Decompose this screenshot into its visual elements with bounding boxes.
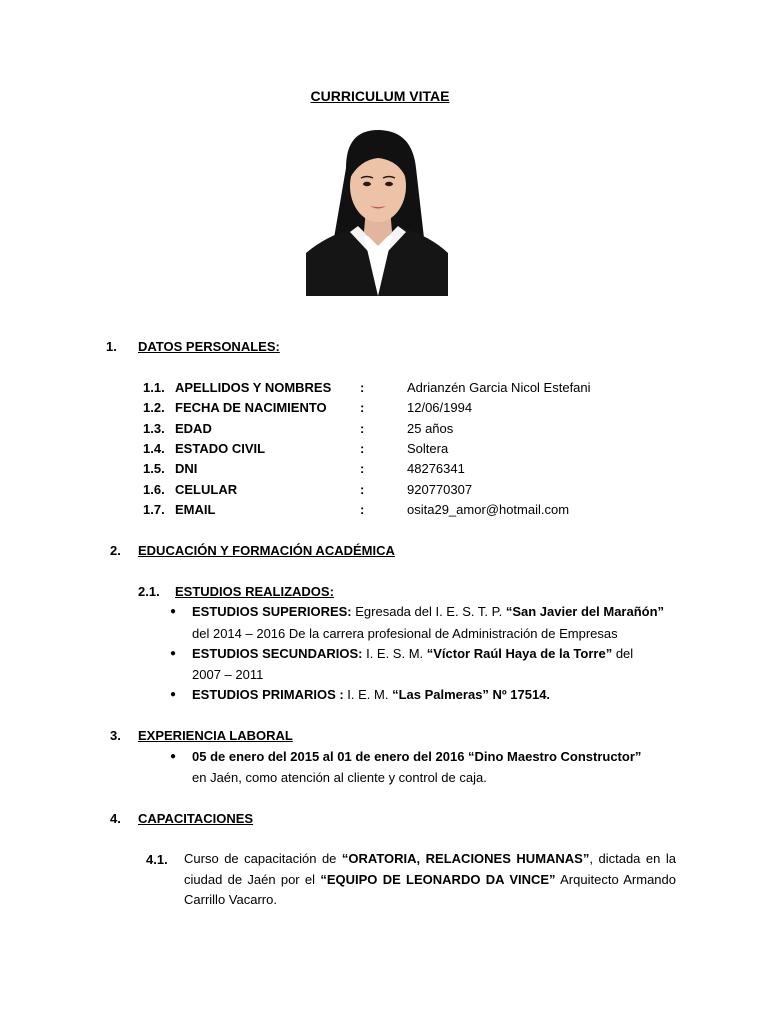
- section-heading-training: CAPACITACIONES: [138, 811, 254, 826]
- education-text: del: [612, 646, 634, 661]
- training-text: Arquitecto Armando Carrillo Vacarro.: [184, 871, 676, 907]
- bullet-icon: ●: [170, 648, 177, 659]
- section-number: 2.: [110, 543, 121, 558]
- training-text: , dictada en la ciudad de Jaén por el: [184, 851, 677, 887]
- institution-name: “Víctor Raúl Haya de la Torre”: [426, 646, 613, 661]
- subsection-number: 4.1.: [146, 852, 168, 867]
- field-value: 25 años: [407, 421, 454, 436]
- field-label: DNI: [175, 461, 198, 476]
- separator: :: [360, 421, 365, 436]
- email-value: osita29_amor@hotmail.com: [407, 502, 570, 517]
- education-text: I. E. S. M.: [362, 646, 427, 661]
- item-number: 1.4.: [143, 441, 165, 456]
- education-level: ESTUDIOS SECUNDARIOS:: [192, 646, 363, 661]
- document-title: CURRICULUM VITAE: [310, 88, 450, 104]
- separator: :: [360, 502, 365, 517]
- organizer-name: “EQUIPO DE LEONARDO DA VINCE”: [320, 871, 556, 887]
- separator: :: [360, 400, 365, 415]
- field-label: FECHA DE NACIMIENTO: [175, 400, 327, 415]
- item-number: 1.5.: [143, 461, 165, 476]
- field-value: 12/06/1994: [407, 400, 473, 415]
- education-text: Egresada del I. E. S. T. P.: [351, 604, 506, 619]
- field-value: 48276341: [407, 461, 465, 476]
- education-item-superior: [192, 604, 664, 619]
- field-value: 920770307: [407, 482, 473, 497]
- bullet-icon: ●: [170, 689, 177, 700]
- section-number: 3.: [110, 728, 121, 743]
- education-level: ESTUDIOS SUPERIORES:: [192, 604, 352, 619]
- training-description: [184, 849, 676, 911]
- separator: :: [360, 380, 365, 395]
- education-text: I. E. M.: [343, 687, 393, 702]
- experience-detail: en Jaén, como atención al cliente y control de caja.: [192, 770, 487, 785]
- course-name: “ORATORIA, RELACIONES HUMANAS”: [341, 851, 590, 866]
- institution-name: “Las Palmeras” Nº 17514.: [392, 687, 551, 702]
- item-number: 1.6.: [143, 482, 165, 497]
- institution-name: “San Javier del Marañón”: [505, 604, 665, 619]
- item-number: 1.7.: [143, 502, 165, 517]
- profile-photo: [306, 128, 448, 296]
- separator: :: [360, 482, 365, 497]
- field-label: EMAIL: [175, 502, 216, 517]
- field-label: APELLIDOS Y NOMBRES: [175, 380, 332, 395]
- education-item-primary: [192, 687, 550, 702]
- section-number: 1.: [106, 339, 117, 354]
- field-label: ESTADO CIVIL: [175, 441, 266, 456]
- experience-item: 05 de enero del 2015 al 01 de enero del 2016 “Dino Maestro Constructor”: [192, 749, 642, 764]
- field-value: Soltera: [407, 441, 449, 456]
- subsection-heading: ESTUDIOS REALIZADOS:: [175, 584, 334, 599]
- item-number: 1.1.: [143, 380, 165, 395]
- bullet-icon: ●: [170, 751, 177, 762]
- training-text: Curso de capacitación de: [184, 851, 342, 866]
- education-item-secondary: [192, 646, 633, 661]
- separator: :: [360, 441, 365, 456]
- education-detail: del 2014 – 2016 De la carrera profesional de Administración de Empresas: [192, 626, 618, 641]
- education-level: ESTUDIOS PRIMARIOS :: [192, 687, 344, 702]
- item-number: 1.2.: [143, 400, 165, 415]
- education-detail: 2007 – 2011: [192, 667, 264, 682]
- section-heading-personal: DATOS PERSONALES:: [138, 339, 280, 354]
- subsection-number: 2.1.: [138, 584, 160, 599]
- field-label: EDAD: [175, 421, 212, 436]
- bullet-icon: ●: [170, 606, 177, 617]
- item-number: 1.3.: [143, 421, 165, 436]
- field-value: Adrianzén Garcia Nicol Estefani: [407, 380, 591, 395]
- separator: :: [360, 461, 365, 476]
- section-number: 4.: [110, 811, 121, 826]
- section-heading-education: EDUCACIÓN Y FORMACIÓN ACADÉMICA: [138, 543, 395, 558]
- section-heading-experience: EXPERIENCIA LABORAL: [138, 728, 293, 743]
- field-label: CELULAR: [175, 482, 238, 497]
